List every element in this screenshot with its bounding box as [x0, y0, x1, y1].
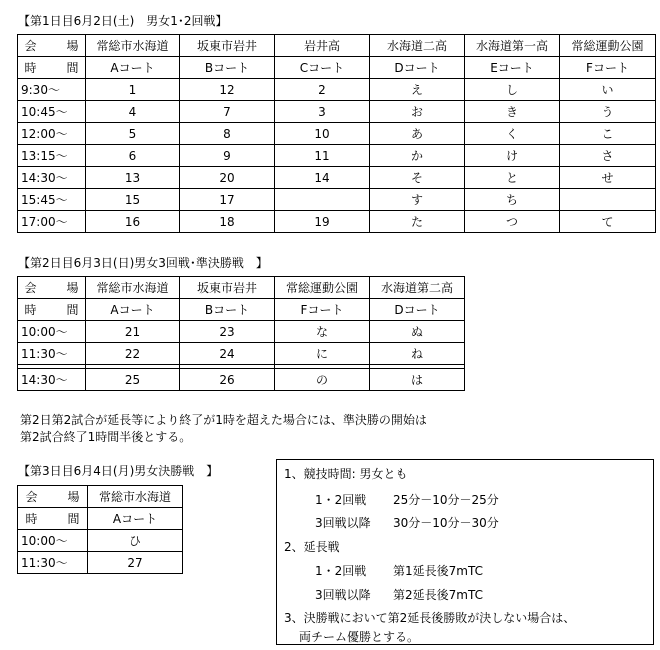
- match-cell: ね: [370, 343, 465, 365]
- match-cell: と: [465, 167, 560, 189]
- match-cell: 11: [275, 145, 370, 167]
- time-cell: 10:45～: [18, 101, 86, 123]
- rule-2b-value: 第2延長後7mTC: [393, 588, 483, 602]
- table-row: [18, 321, 465, 343]
- match-cell: え: [370, 79, 465, 101]
- day2-title: 【第2日目6月3日(日)男女3回戦･準決勝戦 】: [18, 256, 268, 270]
- table-row: [18, 123, 656, 145]
- match-cell: く: [465, 123, 560, 145]
- court-name: Bコート: [180, 57, 275, 79]
- venue-name: 常総運動公園: [275, 277, 370, 299]
- match-cell: ち: [465, 189, 560, 211]
- venue-name: 坂東市岩井: [180, 35, 275, 57]
- time-cell: 10:00～: [18, 321, 86, 343]
- match-cell: 8: [180, 123, 275, 145]
- table-row: [18, 145, 656, 167]
- court-name: Fコート: [275, 299, 370, 321]
- venue-name: 常総市水海道: [88, 486, 183, 508]
- match-cell: ぬ: [370, 321, 465, 343]
- match-cell: 27: [88, 552, 183, 574]
- match-cell: 22: [86, 343, 180, 365]
- match-cell: [275, 189, 370, 211]
- table-row: [18, 189, 656, 211]
- court-name: Dコート: [370, 299, 465, 321]
- match-cell: 7: [180, 101, 275, 123]
- table-row: [18, 79, 656, 101]
- rule-2b-label: 3回戦以降: [315, 588, 371, 602]
- time-cell: 12:00～: [18, 123, 86, 145]
- court-name: Bコート: [180, 299, 275, 321]
- time-header: 時 間: [18, 299, 86, 321]
- match-cell: 13: [86, 167, 180, 189]
- court-name: Cコート: [275, 57, 370, 79]
- rule-1b-value: 30分－10分－30分: [393, 516, 499, 530]
- day3-schedule-table: [17, 485, 183, 574]
- venue-name: 常総市水海道: [86, 35, 180, 57]
- time-cell: 11:30～: [18, 343, 86, 365]
- match-cell: す: [370, 189, 465, 211]
- day1-title: 【第1日目6月2日(土) 男女1･2回戦】: [18, 14, 228, 28]
- rule-2a-label: 1・2回戦: [315, 564, 367, 578]
- rule-3: 3、決勝戦において第2延長後勝敗が決しない場合は、: [284, 611, 576, 625]
- table-row: [18, 35, 656, 57]
- venue-name: 常総市水海道: [86, 277, 180, 299]
- match-cell: こ: [560, 123, 656, 145]
- match-cell: た: [370, 211, 465, 233]
- table-row: [18, 530, 183, 552]
- match-cell: い: [560, 79, 656, 101]
- match-cell: け: [465, 145, 560, 167]
- venue-name: 岩井高: [275, 35, 370, 57]
- match-cell: 20: [180, 167, 275, 189]
- table-row: [18, 277, 465, 299]
- match-cell: 12: [180, 79, 275, 101]
- day2-schedule-table: [17, 276, 465, 391]
- table-row: [18, 552, 183, 574]
- venue-name: 坂東市岩井: [180, 277, 275, 299]
- match-cell: 25: [86, 369, 180, 391]
- match-cell: ひ: [88, 530, 183, 552]
- match-cell: な: [275, 321, 370, 343]
- time-cell: 14:30～: [18, 369, 86, 391]
- match-cell: 10: [275, 123, 370, 145]
- match-cell: 18: [180, 211, 275, 233]
- match-cell: 3: [275, 101, 370, 123]
- match-cell: 26: [180, 369, 275, 391]
- match-cell: 6: [86, 145, 180, 167]
- court-name: Fコート: [560, 57, 656, 79]
- venue-header: 会 場: [18, 486, 88, 508]
- match-cell: つ: [465, 211, 560, 233]
- match-cell: 4: [86, 101, 180, 123]
- match-cell: あ: [370, 123, 465, 145]
- time-header: 時 間: [18, 508, 88, 530]
- court-name: Aコート: [88, 508, 183, 530]
- match-cell: 24: [180, 343, 275, 365]
- day2-note: [20, 412, 427, 446]
- match-cell: 14: [275, 167, 370, 189]
- time-cell: 13:15～: [18, 145, 86, 167]
- rule-1: 1、競技時間: 男女とも: [284, 467, 408, 481]
- match-cell: 23: [180, 321, 275, 343]
- match-cell: 15: [86, 189, 180, 211]
- match-cell: し: [465, 79, 560, 101]
- time-cell: 15:45～: [18, 189, 86, 211]
- match-cell: [560, 189, 656, 211]
- time-cell: 17:00～: [18, 211, 86, 233]
- match-cell: て: [560, 211, 656, 233]
- table-row: [18, 57, 656, 79]
- day1-schedule-table: [17, 34, 656, 233]
- rules-box: [276, 459, 654, 645]
- match-cell: せ: [560, 167, 656, 189]
- match-cell: さ: [560, 145, 656, 167]
- venue-header: 会 場: [18, 35, 86, 57]
- table-row: [18, 486, 183, 508]
- match-cell: 19: [275, 211, 370, 233]
- court-name: Aコート: [86, 57, 180, 79]
- table-row: [18, 167, 656, 189]
- rule-1a-value: 25分－10分－25分: [393, 493, 499, 507]
- table-row: [18, 369, 465, 391]
- rule-2a-value: 第1延長後7mTC: [393, 564, 483, 578]
- rule-3b: 両チーム優勝とする。: [299, 630, 420, 644]
- match-cell: お: [370, 101, 465, 123]
- table-row: [18, 211, 656, 233]
- table-row: [18, 508, 183, 530]
- venue-name: 水海道第二高: [370, 277, 465, 299]
- match-cell: 1: [86, 79, 180, 101]
- match-cell: き: [465, 101, 560, 123]
- venue-name: 水海道二高: [370, 35, 465, 57]
- rule-2: 2、延長戦: [284, 540, 340, 554]
- match-cell: 5: [86, 123, 180, 145]
- table-row: [18, 299, 465, 321]
- match-cell: 9: [180, 145, 275, 167]
- time-cell: 10:00～: [18, 530, 88, 552]
- day3-title: 【第3日目6月4日(月)男女決勝戦 】: [18, 464, 219, 478]
- match-cell: か: [370, 145, 465, 167]
- venue-name: 水海道第一高: [465, 35, 560, 57]
- time-cell: 11:30～: [18, 552, 88, 574]
- table-row: [18, 101, 656, 123]
- match-cell: う: [560, 101, 656, 123]
- match-cell: 21: [86, 321, 180, 343]
- match-cell: 2: [275, 79, 370, 101]
- court-name: Eコート: [465, 57, 560, 79]
- match-cell: は: [370, 369, 465, 391]
- rule-1b-label: 3回戦以降: [315, 516, 371, 530]
- time-cell: 14:30～: [18, 167, 86, 189]
- match-cell: の: [275, 369, 370, 391]
- venue-name: 常総運動公園: [560, 35, 656, 57]
- court-name: Dコート: [370, 57, 465, 79]
- venue-header: 会 場: [18, 277, 86, 299]
- match-cell: 17: [180, 189, 275, 211]
- time-header: 時 間: [18, 57, 86, 79]
- match-cell: そ: [370, 167, 465, 189]
- court-name: Aコート: [86, 299, 180, 321]
- note-line: 第2試合終了1時間半後とする。: [20, 430, 192, 444]
- table-row: [18, 343, 465, 365]
- rule-1a-label: 1・2回戦: [315, 493, 367, 507]
- note-line: 第2日第2試合が延長等により終了が1時を超えた場合には、準決勝の開始は: [20, 413, 427, 427]
- time-cell: 9:30～: [18, 79, 86, 101]
- match-cell: に: [275, 343, 370, 365]
- match-cell: 16: [86, 211, 180, 233]
